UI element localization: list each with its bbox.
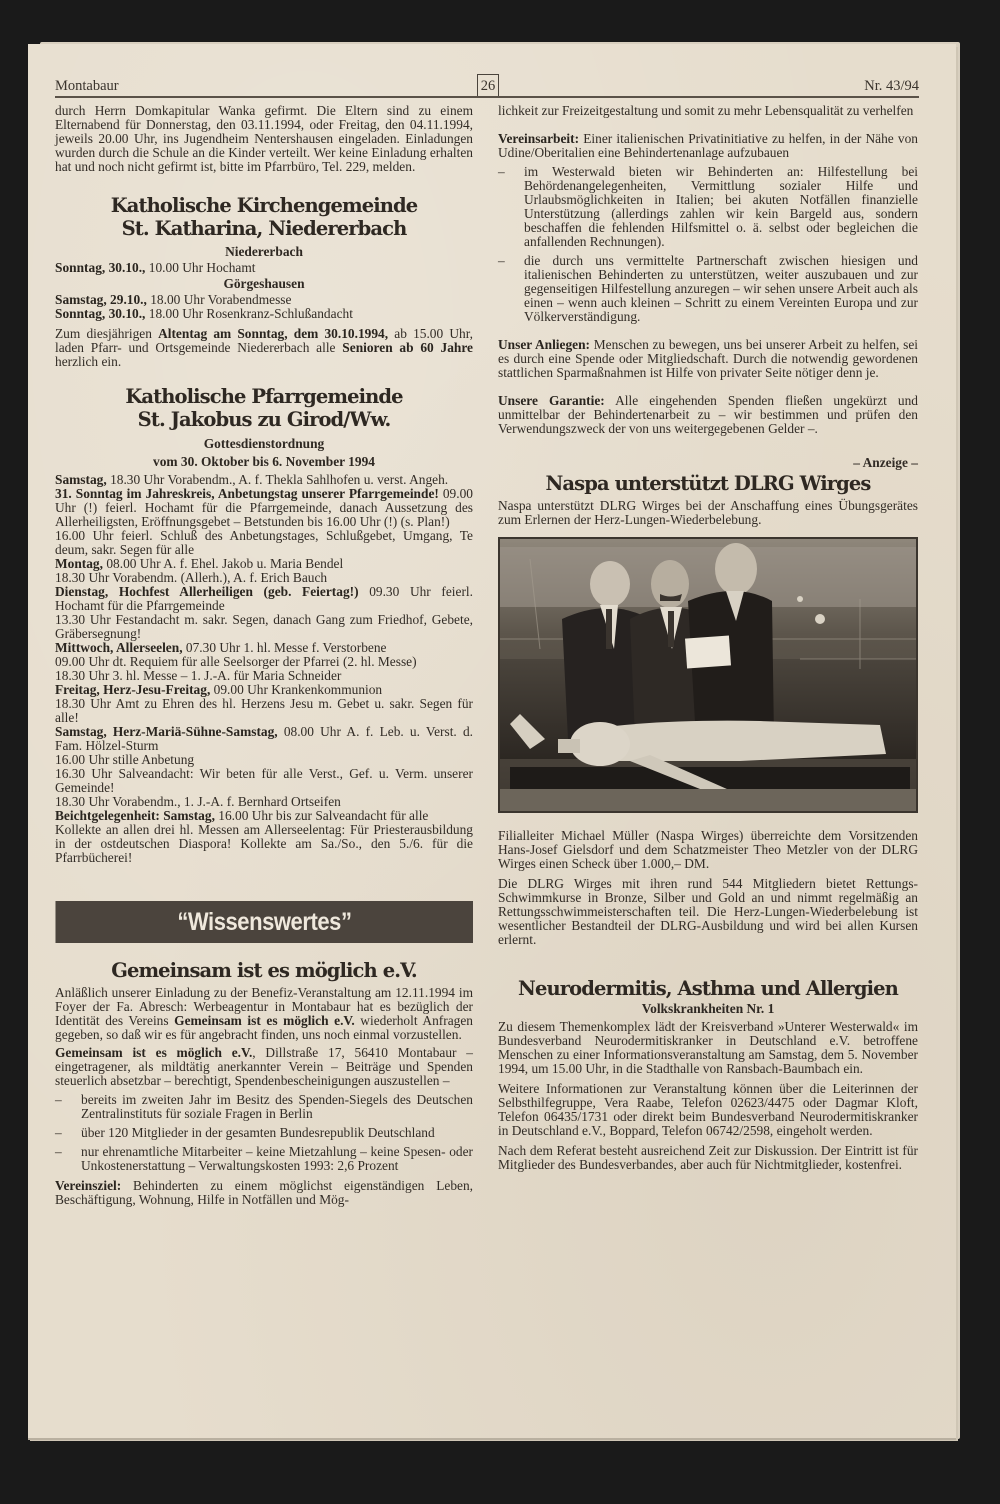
service-text: 16.00 Uhr feierl. Schluß des Anbetungstages, Schlußgebet, Umgang, Te deum, sakr. Segen für alle bbox=[55, 528, 473, 557]
service-day: Sonntag, 30.10., bbox=[55, 306, 146, 321]
anzeige-label: – Anzeige – bbox=[853, 455, 918, 470]
header-issue: Nr. 43/94 bbox=[864, 78, 919, 94]
service-text: 16.30 Uhr Salveandacht: Wir beten für alle Verst., Gef. u. Verm. unserer Gemeinde! bbox=[55, 766, 473, 795]
service-day: Mittwoch, Allerseelen, bbox=[55, 640, 183, 655]
anliegen-label: Unser Anliegen: bbox=[498, 337, 591, 352]
continuation-paragraph: lichkeit zur Freizeitgestaltung und somit zu mehr Lebensqualität zu verhelfen bbox=[498, 103, 914, 118]
bullet-text: im Westerwald bieten wir Behinderten an: Hilfestellung bei Behördenangelegenheiten, Vermittlung sozialer Hilfe und Urlaubsmöglichkeiten in Italien; bei akuten Notfällen finanzielle Unterstützung (allerdings zahlen wir kein Bargeld aus, sondern beschaffen die fehlenden Hilfsmittel o. ä. selbst oder begleichen die anfallenden Rechnungen). bbox=[524, 164, 918, 249]
left-column bbox=[55, 104, 473, 1207]
service-text: 18.00 Uhr Vorabendmesse bbox=[146, 292, 292, 307]
girod-subtitle-2: vom 30. Oktober bis 6. November 1994 bbox=[153, 454, 375, 469]
bullet-item bbox=[498, 254, 918, 324]
anliegen-text: Menschen zu bewegen, uns bei unserer Arbeit zu helfen, sei es durch eine Spende oder Mitgliedschaft. Durch die notwendig gewordenen stattlichen Sparmaßnahmen ist Hilfe von privater Seite nötiger denn je. bbox=[498, 337, 918, 380]
service-entry bbox=[55, 473, 473, 487]
service-text: 10.00 Uhr Hochamt bbox=[145, 260, 256, 275]
vereinsziel-text: Behinderten zu einem möglichst eigenständigen Leben, Beschäftigung, Wohnung, Hilfe in Notfällen und Mög- bbox=[55, 1178, 473, 1207]
service-entry bbox=[55, 613, 473, 641]
bullet-dash: – bbox=[498, 253, 505, 268]
header-rule bbox=[55, 96, 919, 98]
service-text: 09.00 Uhr dt. Requiem für alle Seelsorger der Pfarrei (2. hl. Messe) bbox=[55, 654, 417, 669]
service-day: Samstag, Herz-Mariä-Sühne-Samstag, bbox=[55, 724, 278, 739]
service-day: Sonntag, 30.10., bbox=[55, 260, 146, 275]
service-entry bbox=[55, 585, 473, 613]
service-entry bbox=[55, 753, 473, 767]
garantie-label: Unsere Garantie: bbox=[498, 393, 605, 408]
light bbox=[797, 596, 803, 602]
gemeinsam-name: Gemeinsam ist es möglich e.V. bbox=[174, 1013, 355, 1028]
vereinsziel-label: Vereinsziel: bbox=[55, 1178, 122, 1193]
vereinsarbeit-paragraph bbox=[498, 132, 918, 160]
bullet-item bbox=[498, 165, 918, 249]
service-text: 18.30 Uhr Vorabendm. (Allerh.), A. f. Erich Bauch bbox=[55, 570, 328, 585]
bullet-dash: – bbox=[55, 1092, 62, 1107]
service-text: 08.00 Uhr A. f. Ehel. Jakob u. Maria Bendel bbox=[102, 556, 344, 571]
service-entry bbox=[55, 669, 473, 683]
service-text: 18.00 Uhr Rosenkranz-Schlußandacht bbox=[145, 306, 353, 321]
place-goergeshausen: Görgeshausen bbox=[223, 276, 305, 291]
service-day: Dienstag, Hochfest Allerheiligen (geb. Feiertag!) bbox=[55, 584, 359, 599]
service-text: 16.00 Uhr bis zur Salveandacht für alle bbox=[214, 808, 429, 823]
page-header bbox=[55, 74, 919, 98]
photo-illustration bbox=[500, 539, 916, 811]
light bbox=[815, 614, 825, 624]
naspa-title: Naspa unterstützt DLRG Wirges bbox=[545, 472, 871, 495]
altentag-text: Zum diesjährigen bbox=[55, 326, 159, 341]
gemeinsam-intro bbox=[55, 986, 473, 1042]
dlrg-cheque-photo bbox=[498, 537, 918, 813]
service-text: 18.30 Uhr 3. hl. Messe – 1. J.-A. für Maria Schneider bbox=[55, 668, 342, 683]
cheque bbox=[685, 636, 731, 669]
gemeinsam-name: Gemeinsam ist es möglich e.V. bbox=[55, 1045, 253, 1060]
garantie-paragraph bbox=[498, 394, 918, 436]
bullet-text: bereits im zweiten Jahr im Besitz des Spenden-Siegels des Deutschen Zentralinstituts für soziale Fragen in Berlin bbox=[81, 1092, 473, 1121]
floor-tiles bbox=[500, 789, 916, 811]
place-niedererbach: Niedererbach bbox=[225, 244, 303, 259]
service-entry bbox=[55, 683, 473, 697]
right-column bbox=[498, 104, 918, 1172]
service-text: 07.30 Uhr 1. hl. Messe f. Verstorbene bbox=[182, 640, 387, 655]
service-day: Beichtgelegenheit: Samstag, bbox=[55, 808, 215, 823]
service-entry bbox=[55, 571, 473, 585]
monitor-device bbox=[558, 739, 580, 753]
vereinsziel-paragraph bbox=[55, 1179, 473, 1207]
niedererbach-title-2: St. Katharina, Niedererbach bbox=[121, 217, 407, 240]
service-day: Freitag, Herz-Jesu-Freitag, bbox=[55, 682, 211, 697]
gemeinsam-address bbox=[55, 1046, 473, 1088]
gemeinsam-address-text: , Dillstraße 17, 56410 Montabaur – eingetragener, als mildtätig anerkannter Verein – Beiträge und Spenden steuerlich absetzbar – berechtigt, Spendenbescheinigungen auszustellen – bbox=[55, 1045, 473, 1088]
naspa-caption: Filialleiter Michael Müller (Naspa Wirges) überreichte dem Vorsitzenden Hans-Josef Gielsdorf und dem Schatzmeister Theo Metzler von der DLRG Wirges einen Scheck über 1.000,– DM. bbox=[498, 828, 918, 871]
service-text: 18.30 Uhr Vorabendm., 1. J.-A. f. Bernhard Ortseifen bbox=[55, 794, 341, 809]
service-entry bbox=[55, 655, 473, 669]
neuro-paragraph-3: Nach dem Referat besteht ausreichend Zeit zur Diskussion. Der Eintritt ist für Mitglieder des Bundesverbandes, aber auch für Nichtmitglieder, kostenfrei. bbox=[498, 1143, 918, 1172]
service-text: 16.00 Uhr stille Anbetung bbox=[55, 752, 195, 767]
service-text: 09.00 Uhr Krankenkommunion bbox=[210, 682, 383, 697]
service-entry bbox=[55, 557, 473, 571]
service-day: 31. Sonntag im Jahreskreis, Anbetungstag unserer Pfarrgemeinde! bbox=[55, 486, 439, 501]
service-entry bbox=[55, 261, 473, 275]
bullet-text: die durch uns vermittelte Partnerschaft zwischen hiesigen und italienischen Behinderten zu unterstützen, weiter auszubauen und zur gegenseitigen Hilfestellung anzuregen – wir sehen unsere Arbeit auch als einen – wenn auch kleinen – Schritt zu einem Vereinten Europa und zur Völkerverständigung. bbox=[524, 253, 918, 324]
bullet-dash: – bbox=[55, 1125, 62, 1140]
service-day: Montag, bbox=[55, 556, 103, 571]
girod-subtitle-1: Gottesdienstordnung bbox=[203, 436, 325, 451]
service-entry bbox=[55, 823, 473, 865]
neuro-paragraph-1: Zu diesem Themenkomplex lädt der Kreisverband »Unterer Westerwald« im Bundesverband Neurodermitiskranker in Deutschland e.V. betroffene Menschen zu einer Informationsveranstaltung am Samstag, dem 5. November 1994, um 15.00 Uhr, in die Stadthalle von Ransbach-Baumbach ein. bbox=[498, 1019, 918, 1076]
altentag-paragraph bbox=[55, 327, 473, 369]
girod-title-1: Katholische Pfarrgemeinde bbox=[125, 385, 403, 408]
service-text: 18.30 Uhr Amt zu Ehren des hl. Herzens Jesu m. Gebet u. sakr. Segen für alle! bbox=[55, 696, 473, 725]
anliegen-paragraph bbox=[498, 338, 918, 380]
neuro-title: Neurodermitis, Asthma und Allergien bbox=[518, 977, 898, 1000]
bullet-item bbox=[55, 1093, 473, 1121]
service-text: 08.00 Uhr A. f. Leb. u. Verst. d. Fam. Hölzel-Sturm bbox=[55, 724, 473, 753]
service-entry bbox=[55, 529, 473, 557]
service-text: 09.00 Uhr (!) feierl. Hochamt für die Pfarrgemeinde, danach Aussetzung des Allerheiligsten, Eröffnungsgebet – Betstunden bis 16.00 Uhr (!) (s. Plan!) bbox=[55, 486, 473, 529]
altentag-seniors: Senioren ab 60 Jahre bbox=[342, 340, 474, 355]
page-number-box: 26 bbox=[477, 74, 499, 98]
wissenswertes-banner: “Wissenswertes” bbox=[55, 901, 473, 943]
bullet-text: nur ehrenamtliche Mitarbeiter – keine Mietzahlung – keine Spesen- oder Unkostenerstattung – Verwaltungskosten 1993: 2,6 Prozent bbox=[81, 1144, 473, 1173]
vereinsarbeit-text: Einer italienischen Privatinitiative zu helfen, in der Nähe von Udine/Oberitalien eine Behindertenanlage aufzubauen bbox=[498, 131, 918, 160]
service-entry bbox=[55, 697, 473, 725]
bullet-item bbox=[55, 1126, 473, 1140]
gemeinsam-title: Gemeinsam ist es möglich e.V. bbox=[111, 959, 417, 982]
service-entry bbox=[55, 307, 473, 321]
service-text: Kollekte an allen drei hl. Messen am Allerseelentag: Für Priesterausbildung in der ostdeutschen Diaspora! Kollekte am Sa./So., den 5./6. für die Pfarrbücherei! bbox=[55, 822, 473, 865]
intro-paragraph: durch Herrn Domkapitular Wanka gefirmt. Die Eltern sind zu einem Elternabend für Donnerstag, den 03.11.1994, oder Freitag, den 04.11.1994, jeweils 20.00 Uhr, ins Jugendheim Nentershausen eingeladen. Einladungen wurden durch die Schule an die Kinder verteilt. Wer keine Einladung erhalten hat und noch nicht gefirmt ist, bitte im Pfarrbüro, Tel. 229, melden. bbox=[55, 103, 473, 174]
gemeinsam-intro-text: wiederholt Anfragen gegeben, so daß wir es für angebracht finden, uns noch einmal vorzustellen. bbox=[55, 1013, 473, 1042]
girod-title-2: St. Jakobus zu Girod/Ww. bbox=[137, 408, 391, 431]
altentag-text: herzlich ein. bbox=[55, 354, 122, 369]
gemeinsam-intro-text: Anläßlich unserer Einladung zu der Benefiz-Veranstaltung am 12.11.1994 im Foyer der Fa. Abresch: Werbeagentur in Montabaur hat es bezüglich der Identität des Vereins bbox=[55, 985, 473, 1028]
service-text: 09.30 Uhr feierl. Hochamt für die Pfarrgemeinde bbox=[55, 584, 473, 613]
service-entry bbox=[55, 725, 473, 753]
girod-service-list bbox=[55, 473, 473, 865]
service-entry bbox=[55, 293, 473, 307]
service-entry bbox=[55, 767, 473, 795]
neuro-subtitle: Volkskrankheiten Nr. 1 bbox=[641, 1001, 775, 1016]
service-day: Samstag, 29.10., bbox=[55, 292, 147, 307]
service-entry bbox=[55, 795, 473, 809]
service-text: 13.30 Uhr Festandacht m. sakr. Segen, danach Gang zum Friedhof, Gebete, Gräbersegnung! bbox=[55, 612, 473, 641]
service-day: Samstag, bbox=[55, 472, 107, 487]
service-entry bbox=[55, 487, 473, 529]
naspa-intro: Naspa unterstützt DLRG Wirges bei der Anschaffung eines Übungsgerätes zum Erlernen der Herz-Lungen-Wiederbelebung. bbox=[498, 498, 918, 527]
bullet-dash: – bbox=[498, 164, 505, 179]
altentag-date: Altentag am Sonntag, dem 30.10.1994, bbox=[158, 326, 389, 341]
vereinsarbeit-label: Vereinsarbeit: bbox=[498, 131, 580, 146]
bullet-item bbox=[55, 1145, 473, 1173]
neuro-paragraph-2: Weitere Informationen zur Veranstaltung können über die Leiterinnen der Selbsthilfegruppe, Vera Raabe, Telefon 02623/4475 oder Dagmar Kloft, Telefon 06435/1731 oder direkt beim Bundesverband Neurodermitiskranker in Deutschland e.V., Boppard, Telefon 06742/2598, eingeholt werden. bbox=[498, 1081, 918, 1138]
service-text: 18.30 Uhr Vorabendm., A. f. Thekla Sahlhofen u. verst. Angeh. bbox=[106, 472, 449, 487]
service-entry bbox=[55, 641, 473, 655]
altentag-text: ab 15.00 Uhr, laden Pfarr- und Ortsgemeinde Niedererbach alle bbox=[55, 326, 474, 355]
bullet-dash: – bbox=[55, 1144, 62, 1159]
bullet-text: über 120 Mitglieder in der gesamten Bundesrepublik Deutschland bbox=[81, 1125, 435, 1140]
niedererbach-title-1: Katholische Kirchengemeinde bbox=[110, 194, 418, 217]
garantie-text: Alle eingehenden Spenden fließen ungekürzt und unmittelbar der Behindertenarbeit zu – wir bestimmen und prüfen den Verwendungszweck der von uns weitergegebenen Gelder –. bbox=[498, 393, 918, 436]
dlrg-paragraph: Die DLRG Wirges mit ihren rund 544 Mitgliedern bietet Rettungs-Schwimmkurse in Bronze, Silber und Gold an und nimmt regelmäßig an Rettungsschwimmeisterschaften teil. Die Herz-Lungen-Wiederbelebung ist wesentlicher Bestandteil der DLRG-Ausbildung und wird bei allen Kursen erlernt. bbox=[498, 876, 918, 947]
header-town: Montabaur bbox=[55, 78, 119, 94]
service-entry bbox=[55, 809, 473, 823]
mannequin-body bbox=[590, 721, 886, 761]
